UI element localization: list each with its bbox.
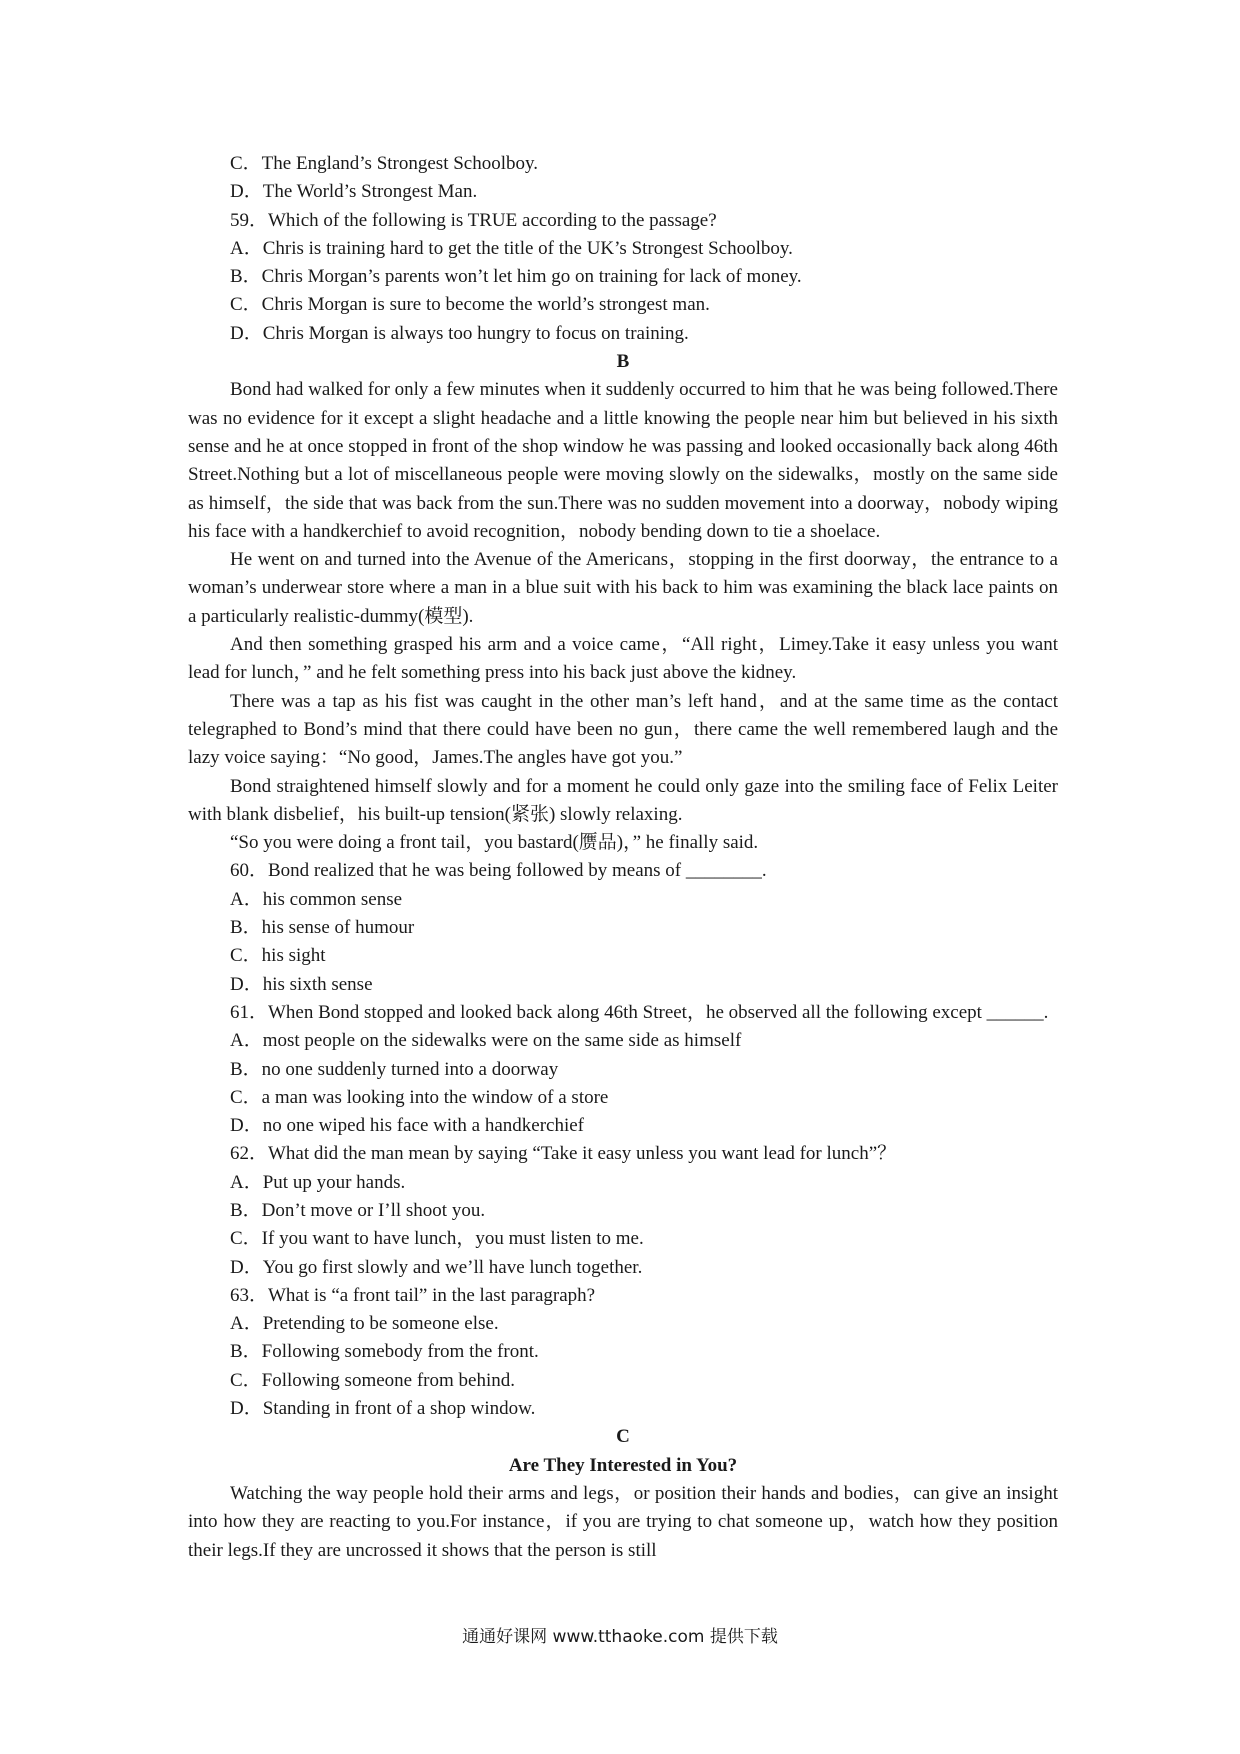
option-line: C．Chris Morgan is sure to become the world’s strongest man.	[230, 294, 710, 316]
option-line: B．Following somebody from the front.	[230, 1341, 539, 1363]
option-line: A．Put up your hands.	[230, 1171, 406, 1193]
option-line: D．no one wiped his face with a handkerchief	[230, 1115, 585, 1137]
option-line: B．Don’t move or I’ll shoot you.	[230, 1199, 486, 1221]
option-line: A．Pretending to be someone else.	[230, 1313, 499, 1335]
option-line: C．Following someone from behind.	[230, 1369, 515, 1391]
option-line: A．Chris is training hard to get the title of the UK’s Strongest Schoolboy.	[230, 237, 793, 259]
option-line: A．most people on the sidewalks were on the same side as himself	[230, 1030, 742, 1052]
option-line: C．If you want to have lunch，you must listen to me.	[230, 1228, 644, 1250]
option-line: A．his common sense	[230, 888, 403, 910]
section-c-title: Are They Interested in You?	[508, 1454, 738, 1476]
option-line: C．The England’s Strongest Schoolboy.	[230, 153, 539, 174]
option-line: D．Chris Morgan is always too hungry to focus on training.	[230, 322, 689, 344]
passage-paragraph: And then something grasped his arm and a voice came，“All right，Limey.Take it easy unless you want lead for lunch，” and he felt something press into his back just above the kidney.	[188, 634, 1058, 684]
option-line: C．his sight	[230, 945, 326, 967]
question-59: 59．Which of the following is TRUE according to the passage?	[230, 209, 717, 231]
passage-paragraph: There was a tap as his fist was caught in the other man’s left hand，and at the same time as the contact telegraphed to Bond’s mind that there could have been no gun，there came the well remembered laugh and the lazy voice saying：“No good，James.The angles have got you.”	[188, 690, 1058, 769]
passage-paragraph: He went on and turned into the Avenue of the Americans，stopping in the first doorway，the entrance to a woman’s underwear store where a man in a blue suit with his back to him was examining the black lace paints on a particularly realistic-dummy(模型).	[188, 549, 1058, 627]
exam-page	[188, 150, 1058, 1565]
passage-paragraph: “So you were doing a front tail，you bastard(赝品)，” he finally said.	[230, 832, 759, 854]
passage-paragraph: Bond had walked for only a few minutes when it suddenly occurred to him that he was being followed.There was no evidence for it except a slight headache and a little knowing the people near him but believed in his sixth sense and he at once stopped in front of the shop window he was passing and looked occasionally back along 46th Street.Nothing but a lot of miscellaneous people were moving slowly on the sidewalks，mostly on the same side as himself，the side that was back from the sun.There was no sudden movement into a doorway，nobody wiping his face with a handkerchief to avoid recognition，nobody bending down to tie a shoelace.	[188, 379, 1058, 542]
option-line: D．You go first slowly and we’ll have lunch together.	[230, 1256, 643, 1278]
section-b-heading: B	[616, 351, 630, 373]
passage-paragraph: Watching the way people hold their arms and legs，or position their hands and bodies，can give an insight into how they are reacting to you.For instance，if you are trying to chat someone up，watch how they position their legs.If they are uncrossed it shows that the person is still	[188, 1482, 1058, 1561]
option-line: B．no one suddenly turned into a doorway	[230, 1058, 559, 1080]
option-line: D．Standing in front of a shop window.	[230, 1398, 536, 1420]
page-footer: 通通好课网 www.tthaoke.com 提供下载	[462, 1627, 778, 1647]
option-line: D．The World’s Strongest Man.	[230, 181, 478, 203]
option-line: B．his sense of humour	[230, 917, 415, 939]
question-61: 61．When Bond stopped and looked back along 46th Street，he observed all the following except ______.	[230, 1001, 1049, 1023]
section-c-heading: C	[616, 1426, 630, 1448]
question-60: 60．Bond realized that he was being followed by means of ________.	[230, 860, 767, 882]
option-line: D．his sixth sense	[230, 973, 373, 995]
passage-paragraph: Bond straightened himself slowly and for a moment he could only gaze into the smiling face of Felix Leiter with blank disbelief，his built-up tension(紧张) slowly relaxing.	[188, 775, 1058, 825]
question-63: 63．What is “a front tail” in the last paragraph?	[230, 1284, 596, 1306]
question-62: 62．What did the man mean by saying “Take it easy unless you want lead for lunch”？	[230, 1143, 897, 1165]
option-line: C．a man was looking into the window of a store	[230, 1086, 609, 1108]
option-line: B．Chris Morgan’s parents won’t let him go on training for lack of money.	[230, 266, 802, 288]
